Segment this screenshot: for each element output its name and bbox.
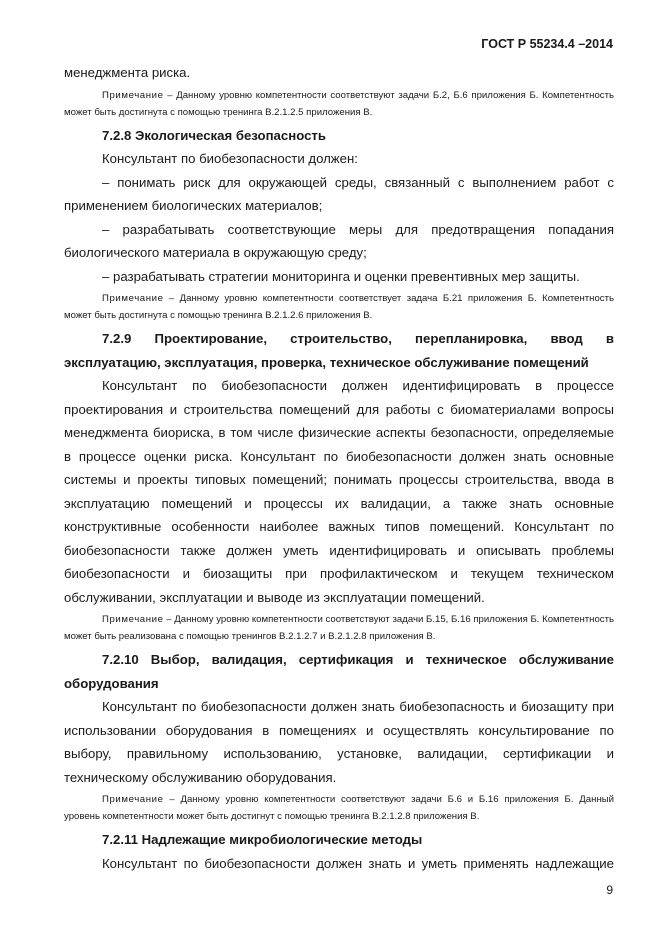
list-item: – разрабатывать стратегии мониторинга и оценки превентивных мер защиты. [102,268,580,284]
paragraph: Консультант по биобезопасности должен знать биобезопасность и биозащиту при использовании оборудования в помещениях и осуществлять консультирование по выбору, правильному использованию, установке, валидации, сертификации и техническому обслуживанию оборудования. [64,699,614,785]
paragraph: Консультант по биобезопасности должен идентифицировать в процессе проектирования и строительства помещений для работы с биоматериалами вопросы менеджмента биориска, в том числе физические аспекты безопасности, определяемые в процессе оценки риска. Консультант по биобезопасности должен знать основные системы и проекты типовых помещений; понимать процессы строительства, ввода в эксплуатацию помещений и процессы их валидации, а также знать основные конструктивные особенности наиболее важных типов помещений. Консультант по биобезопасности также должен уметь идентифицировать и описывать проблемы биобезопасности и биозащиты при профилактическом и текущем техническом обслуживании, эксплуатации и выводе из эксплуатации помещений. [64,378,614,605]
note-text: – Данному уровню компетентности соответствуют задачи Б.15, Б.16 приложения Б. Компетентность может быть реализована с помощью тренингов В.2.1.2.7 и В.2.1.2.8 приложения В. [64,614,614,642]
section-7-2-11-heading: 7.2.11 Надлежащие микробиологические методы [102,832,423,847]
section-7-2-8-heading: 7.2.8 Экологическая безопасность [102,127,326,143]
note-2 [64,290,614,324]
note-1 [64,87,614,121]
note-3 [64,611,614,645]
note-label: Примечание [102,293,164,304]
list-item: – разрабатывать соответствующие меры для предотвращения попадания биологического материала в окружающую среду; [64,221,614,260]
paragraph: Консультант по биобезопасности должен: [102,151,358,166]
note-label: Примечание [102,89,164,101]
note-text: – Данному уровню компетентности соответствуют задачи Б.2, Б.6 приложения Б. Компетентность может быть достигнута с помощью тренинга В.2.1.2.5 приложения В. [64,89,614,118]
note-4 [64,791,614,825]
note-label: Примечание [102,794,164,805]
paragraph-intro: менеджмента риска. [64,65,191,80]
list-item: – понимать риск для окружающей среды, связанный с выполнением работ с применением биологических материалов; [64,174,614,213]
note-text: – Данному уровню компетентности соответствует задача Б.21 приложения Б. Компетентность может быть достигнута с помощью тренинга В.2.1.2.6 приложения В. [64,293,614,321]
note-text: – Данному уровню компетентности соответствуют задачи Б.6 и Б.16 приложения Б. Данный уровень компетентности может быть достигнут с помощью тренинга В.2.1.2.8 приложения В. [64,794,614,822]
document-header: ГОСТ Р 55234.4 –2014 [481,37,613,51]
page-content [64,61,614,875]
note-label: Примечание [102,614,164,625]
paragraph: Консультант по биобезопасности должен знать и уметь применять надлежащие [102,855,614,871]
section-7-2-9-heading: 7.2.9 Проектирование, строительство, перепланировка, ввод в эксплуатацию, эксплуатация, проверка, техническое обслуживание помещений [64,331,614,370]
section-7-2-10-heading: 7.2.10 Выбор, валидация, сертификация и техническое обслуживание оборудования [64,652,614,691]
page-number: 9 [606,883,613,897]
